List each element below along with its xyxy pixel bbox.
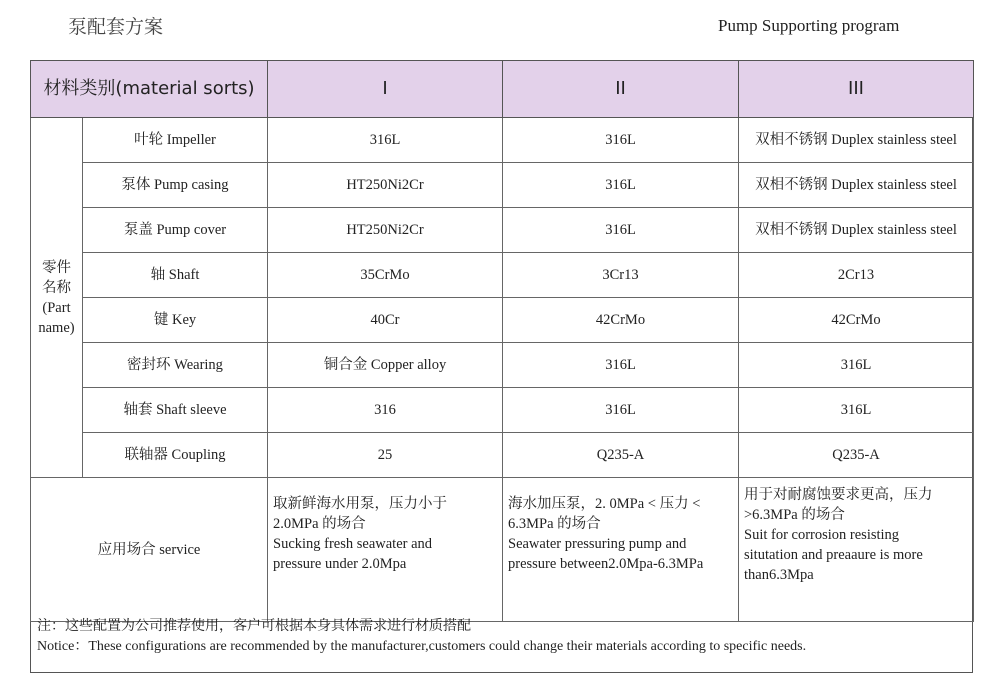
application-label: 应用场合 service: [31, 478, 268, 622]
table-row: [31, 163, 974, 208]
table-row: [31, 118, 974, 163]
table-row: [31, 253, 974, 298]
grade-i-cell: 316L: [268, 118, 503, 163]
page-title-en: Pump Supporting program: [718, 16, 900, 35]
grade-ii-cell: 316L: [503, 163, 739, 208]
grade-i-cell: 铜合金 Copper alloy: [268, 343, 503, 388]
grade-i-cell: HT250Ni2Cr: [268, 163, 503, 208]
header-grade-iii: III: [739, 61, 974, 118]
grade-ii-cell: 316L: [503, 208, 739, 253]
table-row: [31, 343, 974, 388]
header-grade-ii: II: [503, 61, 739, 118]
header-material-sorts: 材料类别(material sorts): [31, 61, 268, 118]
grade-iii-cell: 双相不锈钢 Duplex stainless steel: [739, 118, 974, 163]
application-grade-iii: 用于对耐腐蚀要求更高，压力 >6.3MPa 的场合 Suit for corrosion resisting situtation and preaaure is more than6.3Mpa: [739, 478, 974, 622]
grade-ii-cell: 316L: [503, 388, 739, 433]
part-name-group-label: 零件 名称 (Part name): [31, 118, 83, 478]
part-name-cell: 泵体 Pump casing: [83, 163, 268, 208]
notice-en: Notice：These configurations are recommended by the manufacturer,customers could change their materials according to specific needs.: [37, 639, 807, 654]
notice-cn: 注：这些配置为公司推荐使用，客户可根据本身具体需求进行材质搭配: [37, 619, 471, 634]
grade-iii-cell: 双相不锈钢 Duplex stainless steel: [739, 208, 974, 253]
part-name-cell: 密封环 Wearing: [83, 343, 268, 388]
grade-iii-cell: 316L: [739, 343, 974, 388]
part-name-cell: 轴 Shaft: [83, 253, 268, 298]
notice-note: [37, 617, 806, 657]
application-grade-ii: 海水加压泵，2. 0MPa < 压力 < 6.3MPa 的场合 Seawater pressuring pump and pressure between2.0Mpa-6.3MPa: [503, 478, 739, 622]
table-row: [31, 388, 974, 433]
header-grade-i: I: [268, 61, 503, 118]
application-row: [31, 478, 974, 622]
grade-ii-cell: 316L: [503, 343, 739, 388]
grade-i-cell: 35CrMo: [268, 253, 503, 298]
part-name-cell: 叶轮 Impeller: [83, 118, 268, 163]
grade-iii-cell: 316L: [739, 388, 974, 433]
part-name-cell: 轴套 Shaft sleeve: [83, 388, 268, 433]
material-table: [30, 60, 974, 622]
table-header-row: [31, 61, 974, 118]
grade-ii-cell: 316L: [503, 118, 739, 163]
grade-i-cell: 25: [268, 433, 503, 478]
grade-ii-cell: 3Cr13: [503, 253, 739, 298]
grade-ii-cell: Q235-A: [503, 433, 739, 478]
grade-i-cell: 316: [268, 388, 503, 433]
grade-i-cell: HT250Ni2Cr: [268, 208, 503, 253]
table-row: [31, 433, 974, 478]
grade-iii-cell: Q235-A: [739, 433, 974, 478]
table-row: [31, 298, 974, 343]
application-grade-i: 取新鲜海水用泵，压力小于 2.0MPa 的场合 Sucking fresh seawater and pressure under 2.0Mpa: [268, 478, 503, 622]
grade-iii-cell: 双相不锈钢 Duplex stainless steel: [739, 163, 974, 208]
grade-ii-cell: 42CrMo: [503, 298, 739, 343]
grade-i-cell: 40Cr: [268, 298, 503, 343]
grade-iii-cell: 42CrMo: [739, 298, 974, 343]
part-name-cell: 键 Key: [83, 298, 268, 343]
grade-iii-cell: 2Cr13: [739, 253, 974, 298]
table-row: [31, 208, 974, 253]
part-name-cell: 联轴器 Coupling: [83, 433, 268, 478]
part-name-cell: 泵盖 Pump cover: [83, 208, 268, 253]
page-title-cn: 泵配套方案: [68, 16, 164, 38]
